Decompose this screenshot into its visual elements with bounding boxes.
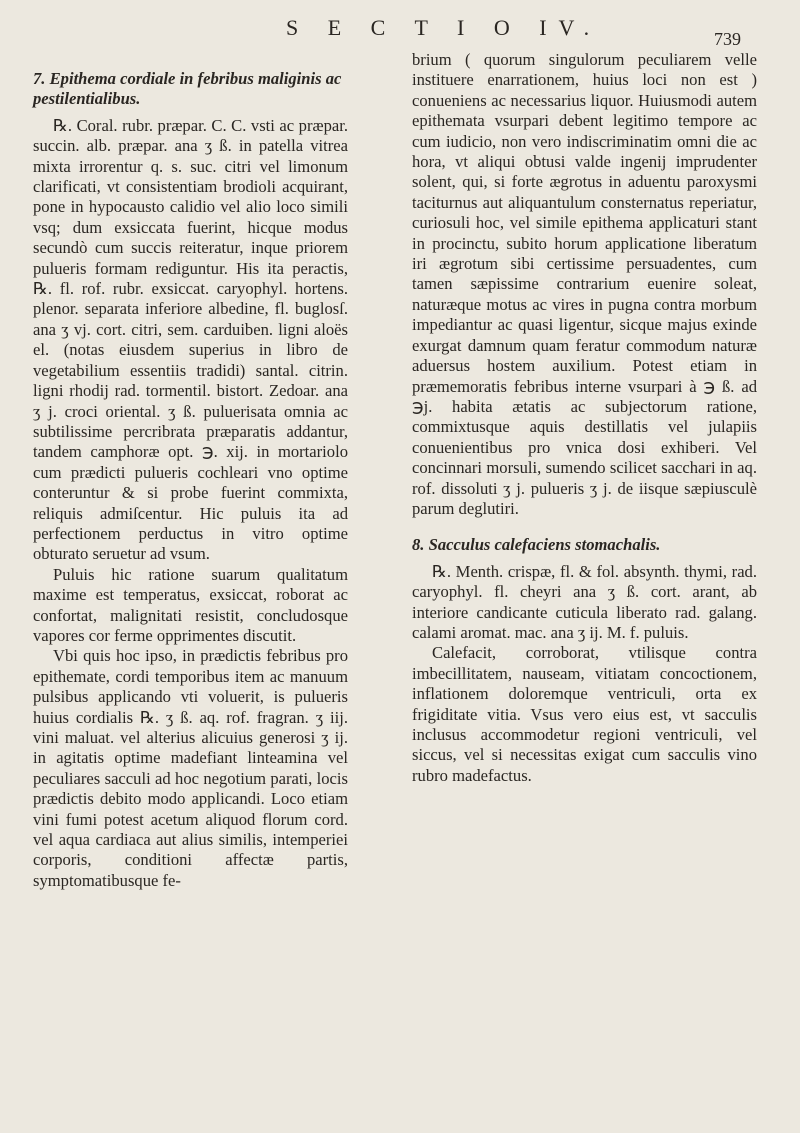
paragraph-recipe-7: ℞. Coral. rubr. præpar. C. C. vsti ac præpar. succin. alb. præpar. ana ʒ ß. in patella vitrea mixta irrorentur q. s. suc. citri vel limonum clarificati, vt consistentiam brodioli acquirant, pone in hypocausto calidio vel alio loco simili vsq; dum exsiccata fuerint, hicque modus secundò cum succis reiteratur, inque priorem pulueris formam rediguntur. His ita peractis, ℞. fl. rof. rubr. exsiccat. caryophyl. hortens. plenor. separata inferiore albedine, fl. buglosſ. ana ʒ vj. cort. citri, sem. carduiben. ligni aloës el. (notas eiusdem superius in libro de vegetabilium essentiis tradidi) santal. citrin. ligni rhodij rad. tormentil. bistort. Zedoar. ana ʒ j. croci oriental. ʒ ß. puluerisata omnia ac subtilissime percribrata præparatis addantur, tandem camphoræ opt. ℈. xij. in mortariolo cum prædicti pulueris cochleari vno optime conteruntur & si probe fuerint commixta, reliquis admiſcentur. Hic puluis ita ad perfectionem perductus in vitro optime obturato seruetur ad vsum. bbox=[33, 115, 348, 564]
section-heading-8: 8. Sacculus calefaciens stomachalis. bbox=[412, 535, 661, 555]
page-number: 739 bbox=[714, 29, 741, 49]
running-head: S E C T I O IV. bbox=[286, 15, 602, 40]
paragraph-usage-7: Vbi quis hoc ipso, in prædictis febribus pro epithemate, cordi temporibus item ac manuum pulsibus applicando vti voluerit, is pulueris huius cordialis ℞. ʒ ß. aq. rof. fragran. ʒ iij. vini maluat. vel alterius alicuius generosi ʒ ij. in agitatis optime madefiant linteamina vel peculiares sacculi ad hoc negotium parati, locis prædictis debito modo applicandi. Loco etiam vini fumi potest acetum aliquod florum cord. vel aqua cardiaca aut alius similis, intemperiei corporis, conditioni affectæ partis, symptomatibusque fe- bbox=[33, 646, 348, 890]
page-header bbox=[0, 15, 800, 55]
left-column bbox=[33, 69, 348, 891]
right-column bbox=[412, 50, 757, 786]
section-heading-7: 7. Epithema cordiale in febribus maliginis ac pestilentialibus. bbox=[33, 69, 342, 109]
paragraph-virtues-7: Puluis hic ratione suarum qualitatum maxime est temperatus, exsiccat, roborat ac confortat, malignitati resistit, concludosque vapores cor ferme opprimentes discutit. bbox=[33, 564, 348, 645]
paragraph-usage-8: Calefacit, corroborat, vtilisque contra imbecillitatem, nauseam, vitiatam concoctionem, inflationem doloremque ventriculi, orta ex frigiditate vitia. Vsus vero eius est, vt sacculis inclusus accommodetur regioni ventriculi, vel siccus, vel si necessitas exigat cum sacculis vino rubro madefactus. bbox=[412, 643, 757, 785]
paragraph-recipe-8: ℞. Menth. crispæ, fl. & fol. absynth. thymi, rad. caryophyl. fl. cheyri ana ʒ ß. cort. arant, ab interiore candicante cuticula liberato rad. galang. calami aromat. mac. ana ʒ ij. M. f. puluis. bbox=[412, 561, 757, 642]
paragraph-continuation: brium ( quorum singulorum peculiarem velle instituere enarrationem, huius loci non est ) conueniens ac necessarius liquor. Huiusmodi autem epithemata vsurpari debent legitimo tempore ac cum iudicio, non vero indiscriminatim omni die ac hora, vt aliqui obtusi valde ingenij imprudenter solent, qui, si forte ægrotus in aduentu paroxysmi taciturnus aut aliquantulum consternatus reperiatur, curiosuli hoc, vel simile epithema applicaturi stant in procinctu, subito horum applicatione liberatum iri ægrotum sibi certissime persuadentes, cum tamen sæpissime contrarium euenire soleat, naturæque motus ac vires in pugna contra morbum impediantur ac quasi ligentur, sicque majus exinde exurgat damnum quam feratur commodum naturæ aduersus hostem auxilium. Potest etiam in præmemoratis febribus interne vsurpari à ℈ ß. ad ℈j. habita ætatis ac subjectorum ratione, commixtusque aquis destillatis vel julapiis conuenientibus pro vnica dosi exhiberi. Vel concinnari morsuli, sumendo scilicet sacchari in aq. rof. dissoluti ʒ j. pulueris ʒ j. de iisque sæpiusculè parum deglutiri. bbox=[412, 50, 757, 518]
